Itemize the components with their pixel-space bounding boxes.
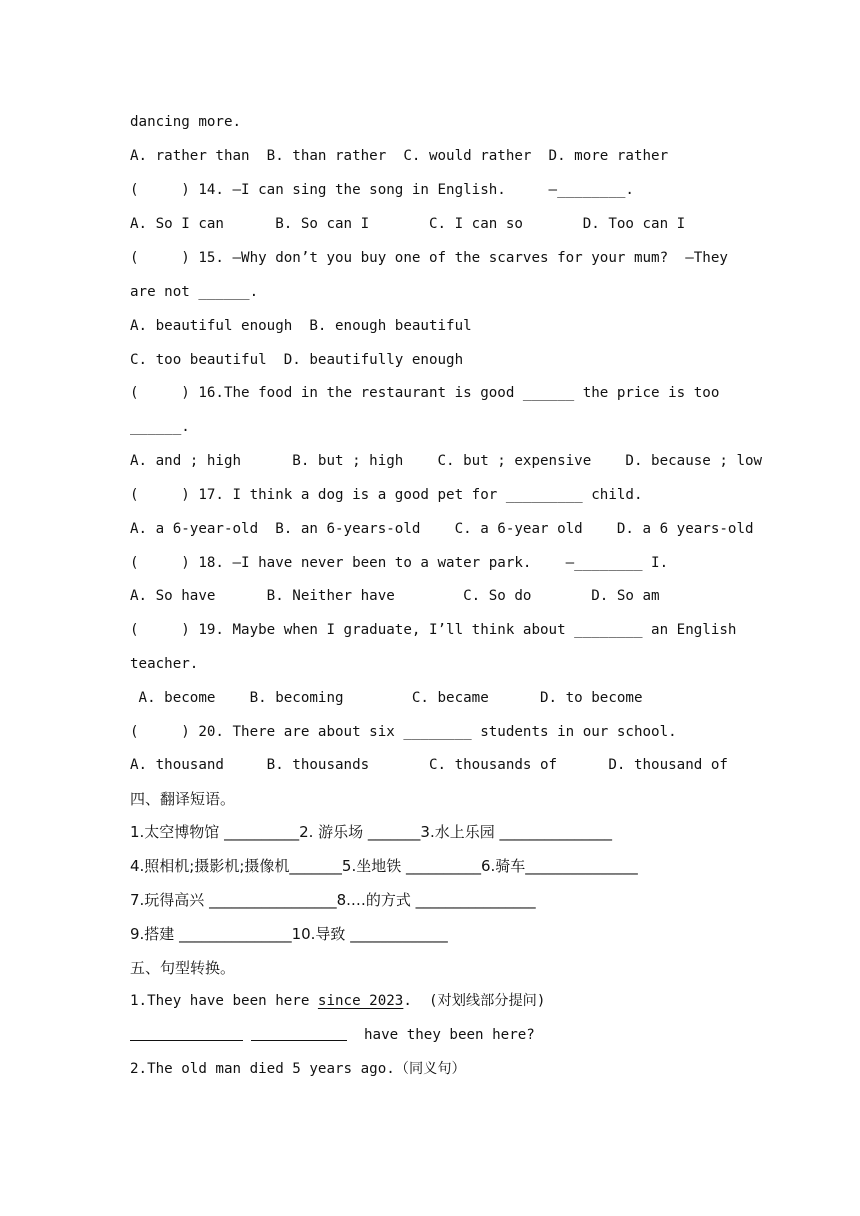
options-q19: A. become B. becoming C. became D. to become	[130, 690, 643, 706]
question-16-cont: ______.	[130, 419, 190, 435]
transform-answer-tail: have they been here?	[364, 1027, 535, 1043]
translate-row-1: 1.太空博物馆 __________2. 游乐场 _______3.水上乐园 _______________	[130, 823, 613, 841]
question-20: ( ) 20. There are about six ________ students in our school.	[130, 724, 677, 740]
question-16: ( ) 16.The food in the restaurant is good ______ the price is too	[130, 385, 720, 401]
options-q13: A. rather than B. than rather C. would rather D. more rather	[130, 148, 669, 164]
question-19-cont: teacher.	[130, 656, 199, 672]
answer-blank-1[interactable]	[130, 1040, 243, 1041]
translate-row-3: 7.玩得高兴 _________________8.…的方式 ________________	[130, 891, 536, 909]
options-q20: A. thousand B. thousands C. thousands of D. thousand of	[130, 757, 728, 773]
options-q17: A. a 6-year-old B. an 6-years-old C. a 6-year old D. a 6 years-old	[130, 521, 754, 537]
question-15: ( ) 15. —Why don’t you buy one of the scarves for your mum? —They	[130, 250, 728, 266]
options-q16: A. and ; high B. but ; high C. but ; expensive D. because ; low	[130, 453, 763, 469]
text-line: dancing more.	[130, 114, 242, 130]
answer-blank-2[interactable]	[251, 1040, 347, 1041]
transform-question-2: 2.The old man died 5 years ago.（同义句）	[130, 1061, 466, 1077]
options-q18: A. So have B. Neither have C. So do D. So am	[130, 588, 660, 604]
section-5-heading: 五、句型转换。	[130, 959, 236, 977]
options-q15-b: C. too beautiful D. beautifully enough	[130, 352, 464, 368]
options-q15-a: A. beautiful enough B. enough beautiful	[130, 318, 472, 334]
question-18: ( ) 18. —I have never been to a water park. —________ I.	[130, 555, 669, 571]
translate-row-2: 4.照相机;摄影机;摄像机_______5.坐地铁 __________6.骑车_______________	[130, 857, 638, 875]
underlined-phrase: since 2023	[317, 993, 404, 1009]
transform-question-1: 1.They have been here since 2023. (对划线部分提问)	[130, 993, 546, 1009]
translate-row-4: 9.搭建 _______________10.导致 _____________	[130, 925, 448, 943]
question-15-cont: are not ______.	[130, 284, 259, 300]
question-14: ( ) 14. —I can sing the song in English. —________.	[130, 182, 634, 198]
question-19: ( ) 19. Maybe when I graduate, I’ll think about ________ an English	[130, 622, 737, 638]
section-4-heading: 四、翻译短语。	[130, 790, 236, 808]
options-q14: A. So I can B. So can I C. I can so D. Too can I	[130, 216, 686, 232]
question-17: ( ) 17. I think a dog is a good pet for _________ child.	[130, 487, 643, 503]
